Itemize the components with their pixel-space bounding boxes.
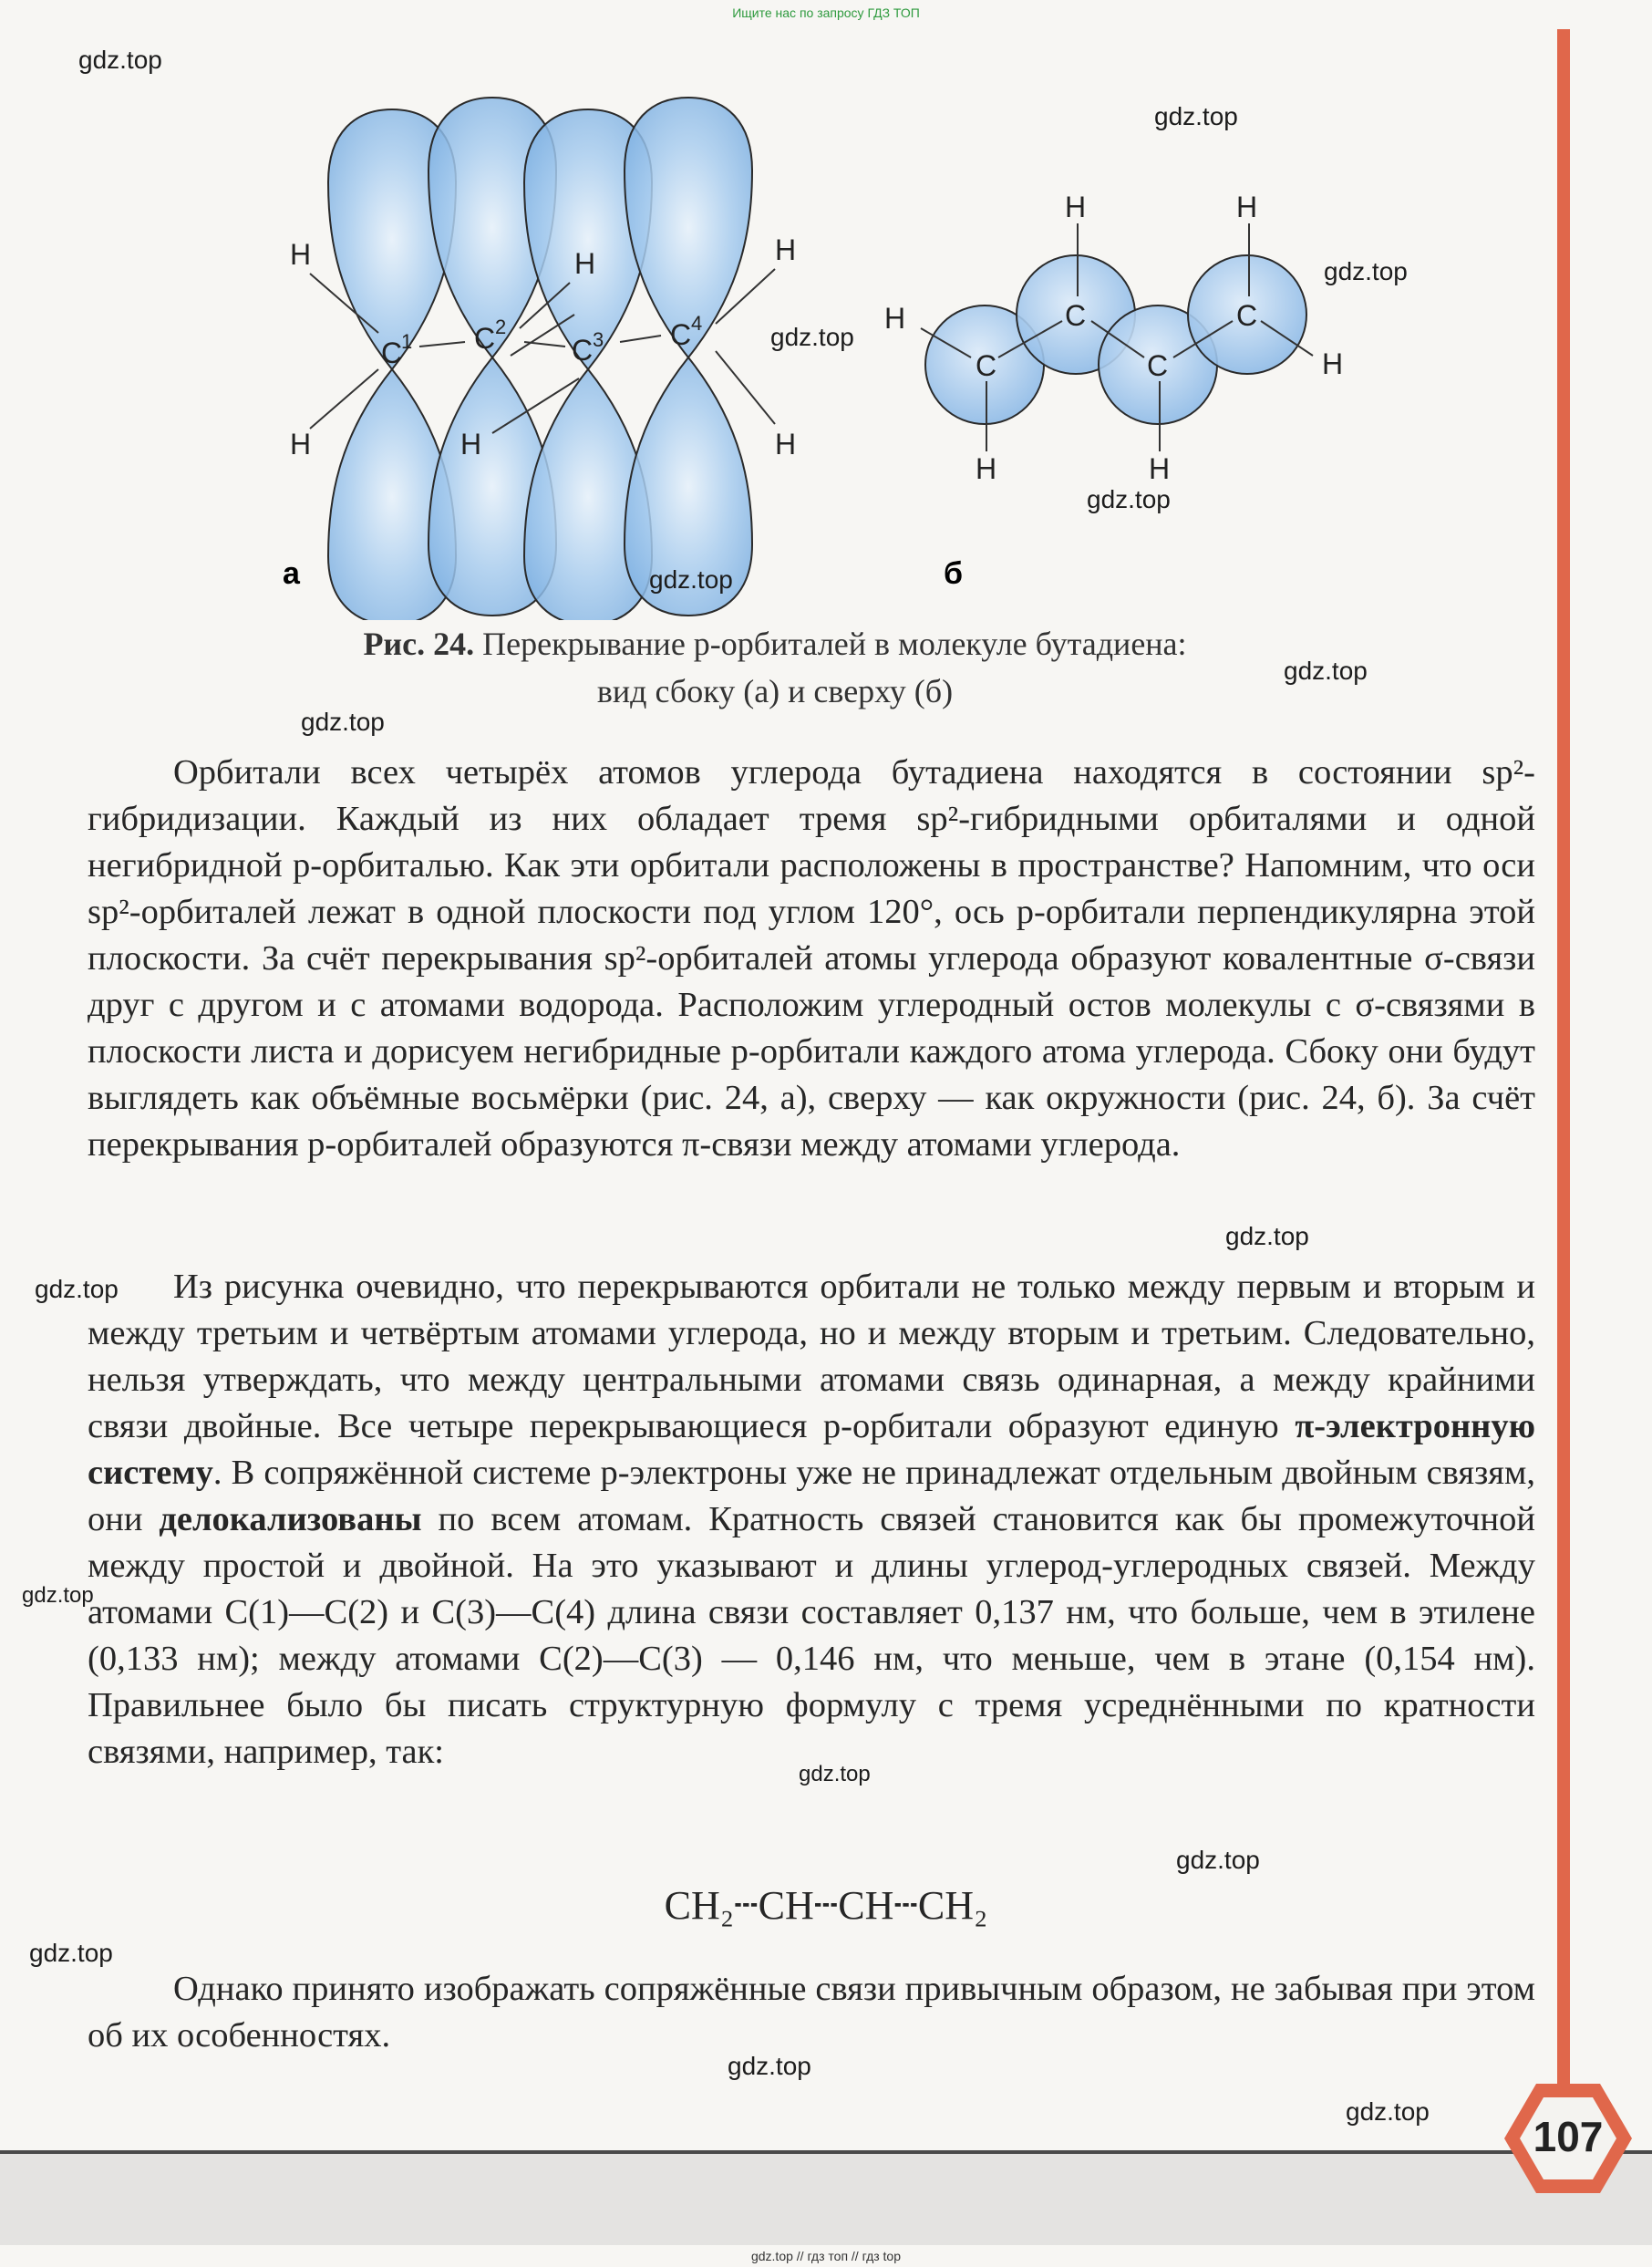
butadiene-orbital-figure xyxy=(0,73,1368,620)
watermark: gdz.top xyxy=(1324,257,1408,285)
p2-part-a: Из рисунка очевидно, что перекрываются орбитали не только между первым и вторым и между третьим и четвёртым атомами углерода, но и между вторым и третьим. Следовательно, нельзя утверждать, что между центральными атомами связь одинарная, а между крайними связи двойные. Все четыре перекрывающиеся p-орбитали образуют единую xyxy=(88,1268,1535,1445)
watermark: gdz.top xyxy=(1154,102,1238,130)
page-number: 107 xyxy=(1533,2113,1604,2160)
bottom-band xyxy=(0,2154,1652,2245)
h-atom: H xyxy=(460,428,482,461)
c4-atom: C xyxy=(670,318,692,351)
paragraph-3-text: Однако принято изображать сопряжённые связи привычным образом, не забывая при этом об их особенностях. xyxy=(88,1970,1535,2055)
c2-atom: C xyxy=(474,322,496,355)
watermark: gdz.top xyxy=(78,46,162,74)
h-atom: H xyxy=(290,428,312,461)
paragraph-3 xyxy=(88,1966,1535,2059)
p2-part-b: . В сопряжённой системе p-электроны уже не принадлежат отдельным двойным связям, они xyxy=(88,1454,1535,1538)
c4-number: 4 xyxy=(691,312,703,335)
paragraph-2 xyxy=(88,1264,1535,1775)
c-atom: C xyxy=(1147,349,1169,382)
c3-atom: C xyxy=(572,334,594,367)
h-atom: H xyxy=(775,428,797,461)
caption-line-1: Перекрывание p-орбиталей в молекуле бутадиена: xyxy=(482,626,1187,662)
h-atom: H xyxy=(290,238,312,271)
p2-part-c: по всем атомам. Кратность связей становится как бы промежуточной между простой и двойной. На это указывают и длины углерод-углеродных связей. Между атомами C(1)—C(2) и C(3)—C(4) длина связи составляет 0,137 нм, что больше, чем в этилене (0,133 нм); между атомами C(2)—C(3) — 0,146 нм, что меньше, чем в этане (0,154 нм). Правильнее было бы писать структурную формулу с тремя усреднёнными по кратности связями, например, так: xyxy=(88,1500,1535,1771)
watermark: gdz.top xyxy=(1346,2097,1430,2126)
caption-line-2: вид сбоку (а) и сверху (б) xyxy=(596,673,954,709)
watermark: gdz.top xyxy=(799,1762,871,1786)
h-atom: H xyxy=(1149,452,1171,485)
c2-number: 2 xyxy=(495,316,507,338)
structural-formula: CH₂┄CH┄CH┄CH₂ xyxy=(664,1883,988,1928)
c1-atom: C xyxy=(381,336,403,369)
watermark: gdz.top xyxy=(1176,1846,1260,1874)
h-atom: H xyxy=(976,452,997,485)
h-atom: H xyxy=(1322,347,1344,380)
panel-b-label: б xyxy=(944,556,964,591)
watermark: gdz.top xyxy=(770,323,854,351)
h-atom: H xyxy=(1236,191,1258,223)
watermark: gdz.top xyxy=(29,1939,113,1967)
watermark: gdz.top xyxy=(1225,1222,1309,1250)
paragraph-1 xyxy=(88,750,1535,1168)
c-atom: C xyxy=(976,349,997,382)
watermark: gdz.top xyxy=(22,1583,94,1608)
paragraph-1-text: Орбитали всех четырёх атомов углерода бутадиена находятся в состоянии sp²-гибридизации. Каждый из них обладает тремя sp²-гибридными орбиталями и одной негибридной p-орбиталью. Как эти орбитали расположены в пространстве? Напомним, что оси sp²-орбиталей лежат в одной плоскости под углом 120°, ось p-орбитали перпендикулярна этой плоскости. За счёт перекрывания sp²-орбиталей атомы углерода образуют ковалентные σ-связи друг с другом и с атомами водорода. Расположим углеродный остов молекулы с σ-связями в плоскости листа и дорисуем негибридные p-орбитали каждого атома углерода. Сбоку они будут выглядеть как объёмные восьмёрки (рис. 24, а), сверху — как окружности (рис. 24, б). За счёт перекрывания p-орбиталей образуются π-связи между атомами углерода. xyxy=(88,753,1535,1164)
h-atom: H xyxy=(574,247,596,280)
caption-label: Рис. 24. xyxy=(363,626,475,662)
watermark: gdz.top xyxy=(649,565,733,594)
watermark: gdz.top xyxy=(1284,657,1368,685)
watermark: gdz.top xyxy=(1087,485,1171,513)
h-atom: H xyxy=(1065,191,1087,223)
top-note: Ищите нас по запросу ГДЗ ТОП xyxy=(732,5,920,20)
c3-number: 3 xyxy=(593,328,604,351)
figure-caption xyxy=(182,620,1368,715)
watermark: gdz.top xyxy=(728,2052,811,2080)
paragraph-2-text xyxy=(88,1264,1535,1775)
bottom-note: gdz.top // гдз топ // гдз top xyxy=(750,2249,902,2263)
pi-electron-system-term: π-электронную систему xyxy=(88,1407,1535,1492)
delocalized-term: делокализованы xyxy=(159,1500,422,1538)
right-margin-bar xyxy=(1557,29,1570,2099)
c-atom: C xyxy=(1065,299,1087,332)
panel-a-label: а xyxy=(283,556,300,591)
h-atom: H xyxy=(884,302,906,335)
c-atom: C xyxy=(1236,299,1258,332)
c1-number: 1 xyxy=(401,330,413,353)
watermark: gdz.top xyxy=(301,708,385,736)
bottom-rule xyxy=(0,2150,1652,2154)
watermark: gdz.top xyxy=(35,1275,119,1303)
h-atom: H xyxy=(775,233,797,266)
